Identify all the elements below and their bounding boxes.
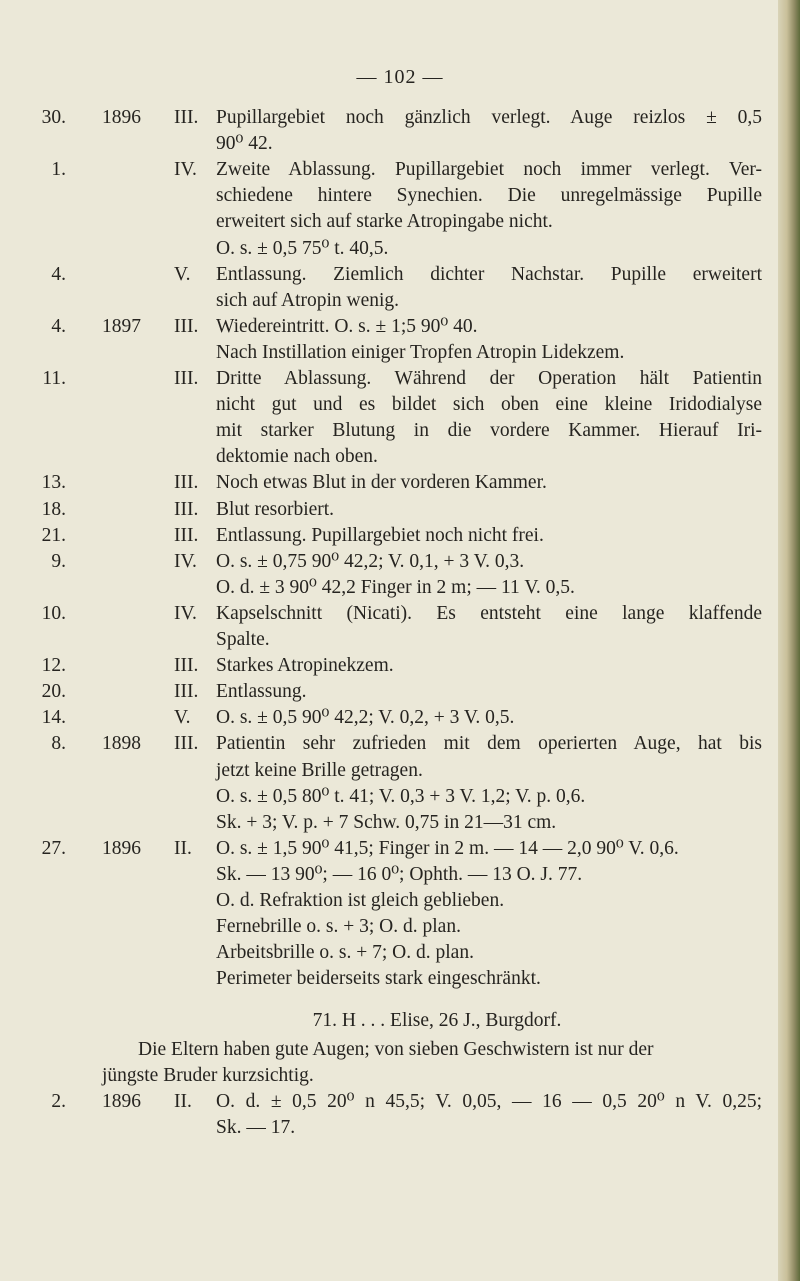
entry-day: 30.	[41, 107, 66, 128]
entry-text: O. d. ± 3 90⁰ 42,2 Finger in 2 m; — 11 V. 0,5.	[216, 576, 575, 598]
entry-text: Wiedereintritt. O. s. ± 1;5 90⁰ 40.	[216, 315, 478, 337]
entry-line	[0, 679, 780, 705]
entry-month: III.	[174, 368, 199, 389]
entry-line	[0, 862, 780, 888]
entry-text: mit starker Blutung in die vordere Kammer. Hierauf Iri-	[216, 420, 762, 442]
entry-line	[0, 549, 780, 575]
entry-line	[0, 1115, 780, 1141]
entry-text: dektomie nach oben.	[216, 446, 378, 468]
entry-line	[0, 262, 780, 288]
entry-line	[0, 731, 780, 757]
entry-text: Dritte Ablassung. Während der Operation hält Patientin	[216, 368, 762, 389]
entry-line	[0, 810, 780, 836]
entry-day: 20.	[41, 681, 66, 703]
paragraph-line	[0, 1063, 780, 1089]
entry-month: III.	[174, 498, 199, 520]
entry-day: 14.	[41, 707, 66, 729]
page-number: — 102 —	[356, 66, 444, 88]
entry-text: Pupillargebiet noch gänzlich verlegt. Auge reizlos ± 0,5	[216, 107, 762, 128]
entry-text: Sk. — 13 90⁰; — 16 0⁰; Ophth. — 13 O. J. 77.	[216, 863, 583, 885]
entry-text: O. s. ± 0,5 75⁰ t. 40,5.	[216, 237, 389, 259]
entry-day: 12.	[41, 655, 66, 677]
entry-line	[0, 836, 780, 862]
entry-day: 13.	[41, 472, 66, 494]
entry-line	[0, 914, 780, 940]
case-heading	[0, 1008, 780, 1034]
entry-text: Spalte.	[216, 629, 270, 650]
entry-text: sich auf Atropin wenig.	[216, 289, 400, 311]
paragraph-text: jüngste Bruder kurzsichtig.	[102, 1064, 314, 1086]
entry-day: 18.	[41, 498, 66, 520]
entry-text: O. s. ± 0,75 90⁰ 42,2; V. 0,1, + 3 V. 0,3.	[216, 550, 525, 572]
entry-text: O. s. ± 0,5 80⁰ t. 41; V. 0,3 + 3 V. 1,2; V. p. 0,6.	[216, 785, 586, 807]
entry-day: 9.	[51, 550, 66, 572]
entry-year: 1896	[102, 107, 141, 128]
entry-line	[0, 653, 780, 679]
entry-line	[0, 1089, 780, 1115]
entry-month: III.	[174, 472, 199, 494]
entry-day: 11.	[42, 368, 66, 389]
entry-line	[0, 392, 780, 418]
entry-text: Entlassung.	[216, 681, 307, 703]
entry-line	[0, 523, 780, 549]
entry-month: II.	[174, 1090, 192, 1112]
entry-month: III.	[174, 681, 199, 703]
entry-line	[0, 366, 780, 392]
case-heading-text: 71. H . . . Elise, 26 J., Burgdorf.	[312, 1010, 562, 1032]
entry-text: Arbeitsbrille o. s. + 7; O. d. plan.	[216, 942, 474, 964]
entry-text: Entlassung. Ziemlich dichter Nachstar. Pupille erweitert	[216, 263, 762, 285]
entry-day: 2.	[51, 1090, 66, 1112]
entry-year: 1896	[102, 1090, 141, 1112]
entry-line	[0, 784, 780, 810]
entry-day: 27.	[41, 837, 66, 859]
entry-line	[0, 601, 780, 627]
entry-month: III.	[174, 107, 199, 128]
entry-line	[0, 497, 780, 523]
entry-line	[0, 627, 780, 653]
entry-text: Perimeter beiderseits stark eingeschränkt.	[216, 968, 541, 990]
paragraph-line	[0, 1037, 780, 1063]
paragraph-text: Die Eltern haben gute Augen; von sieben Geschwistern ist nur der	[138, 1038, 654, 1060]
entry-month: IV.	[174, 159, 197, 181]
entry-year: 1898	[102, 733, 141, 755]
entry-month: III.	[174, 524, 199, 546]
entry-text: Noch etwas Blut in der vorderen Kammer.	[216, 472, 547, 494]
entry-line	[0, 966, 780, 992]
entry-month: IV.	[174, 602, 197, 624]
entry-text: Sk. + 3; V. p. + 7 Schw. 0,75 in 21—31 cm.	[216, 811, 557, 833]
entry-line	[0, 575, 780, 601]
entry-text: nicht gut und es bildet sich oben eine kleine Iridodialyse	[216, 394, 762, 416]
entry-day: 10.	[41, 602, 66, 624]
entry-line	[0, 288, 780, 314]
entry-month: V.	[174, 263, 191, 285]
entry-text: Patientin sehr zufrieden mit dem operierten Auge, hat bis	[216, 733, 762, 755]
entry-line	[0, 340, 780, 366]
entry-line	[0, 758, 780, 784]
entry-year: 1896	[102, 837, 141, 859]
entry-month: II.	[174, 837, 192, 859]
entry-text: O. s. ± 0,5 90⁰ 42,2; V. 0,2, + 3 V. 0,5.	[216, 707, 515, 729]
entry-year: 1897	[102, 315, 141, 337]
entry-day: 4.	[51, 315, 66, 337]
entry-line	[0, 314, 780, 340]
entry-line	[0, 105, 780, 131]
entry-text: Blut resorbiert.	[216, 498, 335, 520]
entry-line	[0, 444, 780, 470]
entry-line	[0, 705, 780, 731]
entry-month: III.	[174, 733, 199, 755]
entry-line	[0, 183, 780, 209]
entry-month: III.	[174, 315, 199, 337]
entry-text: O. s. ± 1,5 90⁰ 41,5; Finger in 2 m. — 14 — 2,0 90⁰ V. 0,6.	[216, 837, 679, 859]
entry-text: jetzt keine Brille getragen.	[216, 759, 423, 781]
entry-text: schiedene hintere Synechien. Die unregelmässige Pupille	[216, 185, 762, 207]
entry-day: 4.	[51, 263, 66, 285]
entry-text: erweitert sich auf starke Atropingabe nicht.	[216, 211, 553, 233]
page-edge	[778, 0, 800, 1281]
entry-day: 8.	[51, 733, 66, 755]
entry-month: IV.	[174, 550, 197, 572]
entry-text: Kapselschnitt (Nicati). Es entsteht eine lange klaffende	[216, 602, 762, 624]
entry-line	[0, 418, 780, 444]
entry-text: O. d. ± 0,5 20⁰ n 45,5; V. 0,05, — 16 — 0,5 20⁰ n V. 0,25;	[216, 1090, 762, 1112]
entry-line	[0, 888, 780, 914]
entry-month: III.	[174, 655, 199, 677]
entry-text: Entlassung. Pupillargebiet noch nicht frei.	[216, 524, 544, 546]
entry-day: 1.	[51, 159, 66, 181]
entry-text: Sk. — 17.	[216, 1117, 296, 1139]
entry-line	[0, 209, 780, 235]
entry-line	[0, 470, 780, 496]
entry-text: 90⁰ 42.	[216, 133, 273, 155]
entry-line	[0, 131, 780, 157]
entry-line	[0, 236, 780, 262]
entry-line	[0, 157, 780, 183]
entry-line	[0, 940, 780, 966]
entry-month: V.	[174, 707, 191, 729]
entry-text: Nach Instillation einiger Tropfen Atropin Lidekzem.	[216, 341, 625, 363]
entry-text: Fernebrille o. s. + 3; O. d. plan.	[216, 916, 461, 938]
entry-text: Zweite Ablassung. Pupillargebiet noch immer verlegt. Ver-	[216, 159, 762, 181]
entry-day: 21.	[41, 524, 66, 546]
entry-text: Starkes Atropinekzem.	[216, 655, 394, 677]
entry-text: O. d. Refraktion ist gleich geblieben.	[216, 890, 505, 911]
